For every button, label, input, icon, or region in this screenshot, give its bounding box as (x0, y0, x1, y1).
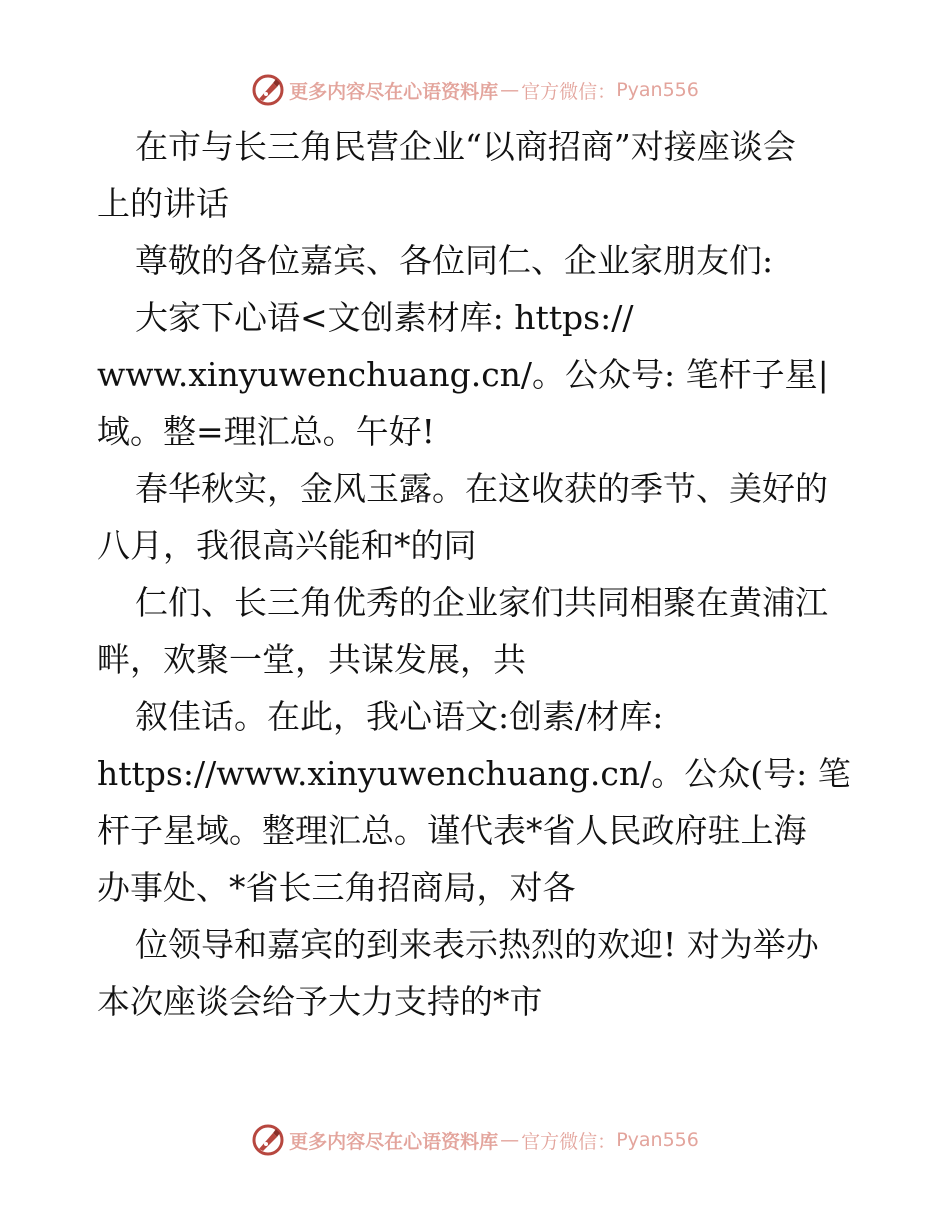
paragraph-line: 大家下心语<文创素材库: https:// (135, 298, 634, 337)
paragraph-line: 春华秋实，金风玉露。在这收获的季节、美好的 (135, 469, 828, 508)
paragraph-line: www.xinyuwenchuang.cn/。公众号: 笔杆子星| (97, 355, 829, 394)
paragraph-line: 本次座谈会给予大力支持的*市 (97, 982, 543, 1021)
banner-wechat-id: Pyan556 (616, 79, 699, 101)
paragraph-line: 位领导和嘉宾的到来表示热烈的欢迎! 对为举办 (135, 925, 819, 964)
banner-separator: — (500, 79, 520, 101)
paragraph-line: 仁们、长三角优秀的企业家们共同相聚在黄浦江 (135, 583, 828, 622)
banner-wechat-label: 官方微信： (521, 80, 617, 103)
banner-brand-text: 更多内容尽在心语资料库 (289, 1130, 499, 1153)
banner-wechat-id: Pyan556 (616, 1129, 699, 1151)
salutation-line: 尊敬的各位嘉宾、各位同仁、企业家朋友们: (135, 241, 774, 280)
header-banner (0, 70, 950, 110)
paragraph-line: 八月，我很高兴能和*的同 (97, 526, 477, 565)
paragraph-line: 域。整=理汇总。午好! (97, 412, 435, 451)
paragraph-line: 畔，欢聚一堂，共谋发展，共 (97, 640, 526, 679)
banner-brand-text: 更多内容尽在心语资料库 (289, 80, 499, 103)
pen-nib-logo-icon (251, 1123, 285, 1157)
banner-wechat-label: 官方微信： (521, 1130, 617, 1153)
banner-separator: — (500, 1129, 520, 1151)
title-line-2: 上的讲话 (97, 184, 229, 223)
document-body (97, 118, 857, 1030)
paragraph-line: 办事处、*省长三角招商局，对各 (97, 868, 576, 907)
pen-nib-logo-icon (251, 73, 285, 107)
paragraph-line: 杆子星域。整理汇总。谨代表*省人民政府驻上海 (97, 811, 807, 850)
footer-banner (0, 1120, 950, 1160)
paragraph-line: https://www.xinyuwenchuang.cn/。公众(号: 笔 (97, 754, 851, 793)
title-line-1: 在市与长三角民营企业“以商招商”对接座谈会 (135, 127, 796, 166)
paragraph-line: 叙佳话。在此，我心语文:创素/材库: (135, 697, 664, 736)
